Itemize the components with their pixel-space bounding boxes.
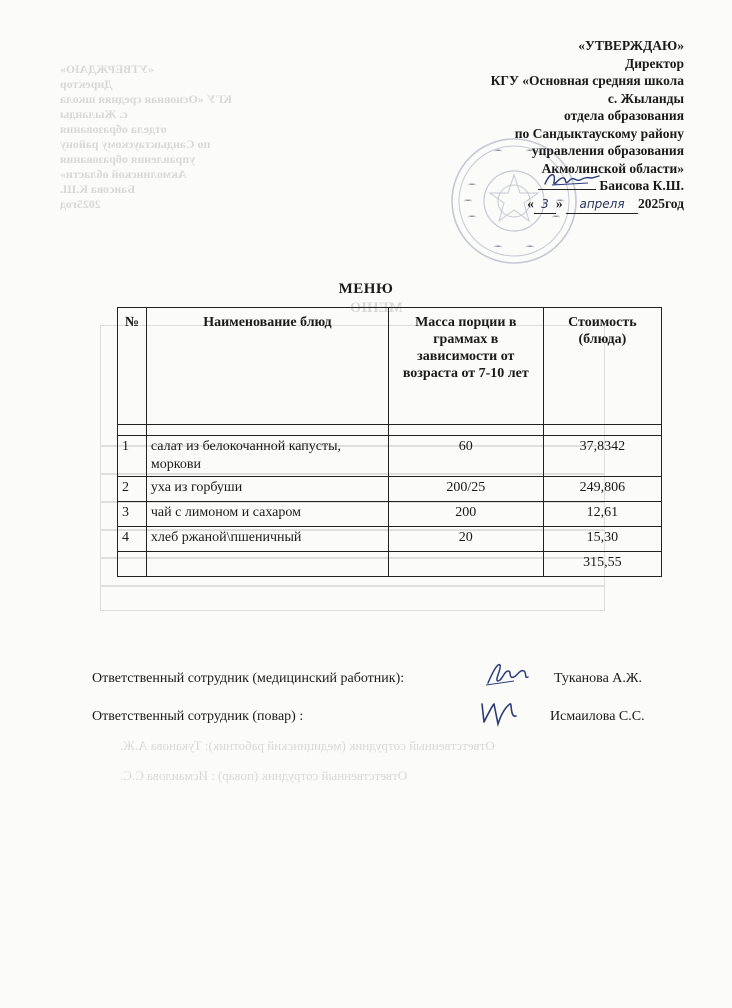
dish-name: чай с лимоном и сахаром bbox=[146, 502, 388, 527]
page-title: МЕНЮ bbox=[338, 281, 394, 297]
bleed-through-approval: «УТВЕРЖДАЮ» Директор КГУ «Основная средняя школа с. Жыланды отдела образования по Сандыктаускому району управления образования Акмолинской области» Баисова К.Ш. 2025год bbox=[60, 62, 232, 211]
dish-cost: 12,61 bbox=[543, 502, 661, 527]
spacer-cell bbox=[118, 425, 147, 436]
row-number: 3 bbox=[118, 502, 147, 527]
approval-line-5: отдела образования bbox=[564, 108, 684, 123]
total-empty-cell bbox=[388, 552, 543, 577]
spacer-cell bbox=[146, 425, 388, 436]
row-number: 2 bbox=[118, 477, 147, 502]
portion-mass: 200/25 bbox=[388, 477, 543, 502]
portion-mass: 60 bbox=[388, 436, 543, 477]
date-day: 3 bbox=[534, 196, 556, 215]
responsible-role-medical: Ответственный сотрудник (медицинский работник): bbox=[92, 671, 405, 686]
bleed-through-sign-2: Ответственный сотрудник (повар) : Исмаилова С.С. bbox=[120, 768, 408, 783]
director-signature bbox=[542, 168, 602, 190]
dish-name: хлеб ржаной\пшеничный bbox=[146, 527, 388, 552]
total-empty-cell bbox=[118, 552, 147, 577]
row-number: 1 bbox=[118, 436, 147, 477]
dish-name: уха из горбуши bbox=[146, 477, 388, 502]
col-header-dish-name: Наименование блюд bbox=[146, 308, 388, 425]
dish-cost: 15,30 bbox=[543, 527, 661, 552]
approval-line-8: Акмолинской области» bbox=[541, 160, 684, 176]
col-header-number: № bbox=[118, 308, 147, 425]
approval-line-3: КГУ «Основная средняя школа bbox=[490, 73, 684, 88]
table-header-row bbox=[118, 308, 662, 425]
approval-line-7: управления образования bbox=[531, 143, 684, 158]
director-name: Баисова К.Ш. bbox=[599, 178, 684, 193]
dish-cost: 249,806 bbox=[543, 477, 661, 502]
date-year: 2025год bbox=[638, 195, 684, 211]
approval-line-1: «УТВЕРЖДАЮ» bbox=[578, 38, 684, 53]
approval-line-6: по Сандыктаускому району bbox=[514, 125, 684, 141]
date-open-quote: « bbox=[527, 195, 534, 211]
date-close-quote: » bbox=[555, 195, 563, 211]
col-header-cost: Стоимость (блюда) bbox=[543, 308, 661, 425]
table-row bbox=[118, 477, 662, 502]
bleed-through-sign-1: Ответственный сотрудник (медицинский работник): Туканова А.Ж. bbox=[120, 738, 495, 753]
row-number: 4 bbox=[118, 527, 147, 552]
bleed-through-title: МЕНЮ bbox=[350, 300, 403, 316]
spacer-cell bbox=[388, 425, 543, 436]
col-header-portion-mass: Масса порции в граммах в зависимости от возраста от 7-10 лет bbox=[388, 308, 543, 425]
spacer-cell bbox=[543, 425, 661, 436]
total-empty-cell bbox=[146, 552, 388, 577]
portion-mass: 200 bbox=[388, 502, 543, 527]
table-row bbox=[118, 502, 662, 527]
approval-block bbox=[384, 37, 684, 214]
total-cost: 315,55 bbox=[543, 552, 661, 577]
table-total-row bbox=[118, 552, 662, 577]
medical-worker-signature bbox=[484, 659, 532, 689]
approval-line-4: с. Жыланды bbox=[607, 90, 684, 106]
approval-line-2: Директор bbox=[624, 55, 684, 71]
responsible-name-medical: Туканова А.Ж. bbox=[554, 671, 642, 686]
responsible-name-cook: Исмаилова С.С. bbox=[550, 709, 645, 724]
table-row bbox=[118, 527, 662, 552]
responsible-role-cook: Ответственный сотрудник (повар) : bbox=[92, 709, 304, 724]
approval-date bbox=[384, 195, 684, 215]
dish-name: салат из белокочанной капусты, моркови bbox=[146, 436, 388, 477]
dish-cost: 37,8342 bbox=[543, 436, 661, 477]
cook-signature bbox=[476, 696, 520, 730]
director-signature-line bbox=[384, 177, 684, 195]
portion-mass: 20 bbox=[388, 527, 543, 552]
table-spacer-row bbox=[118, 425, 662, 436]
menu-table bbox=[117, 307, 662, 577]
date-month: апреля bbox=[566, 196, 638, 215]
table-row bbox=[118, 436, 662, 477]
